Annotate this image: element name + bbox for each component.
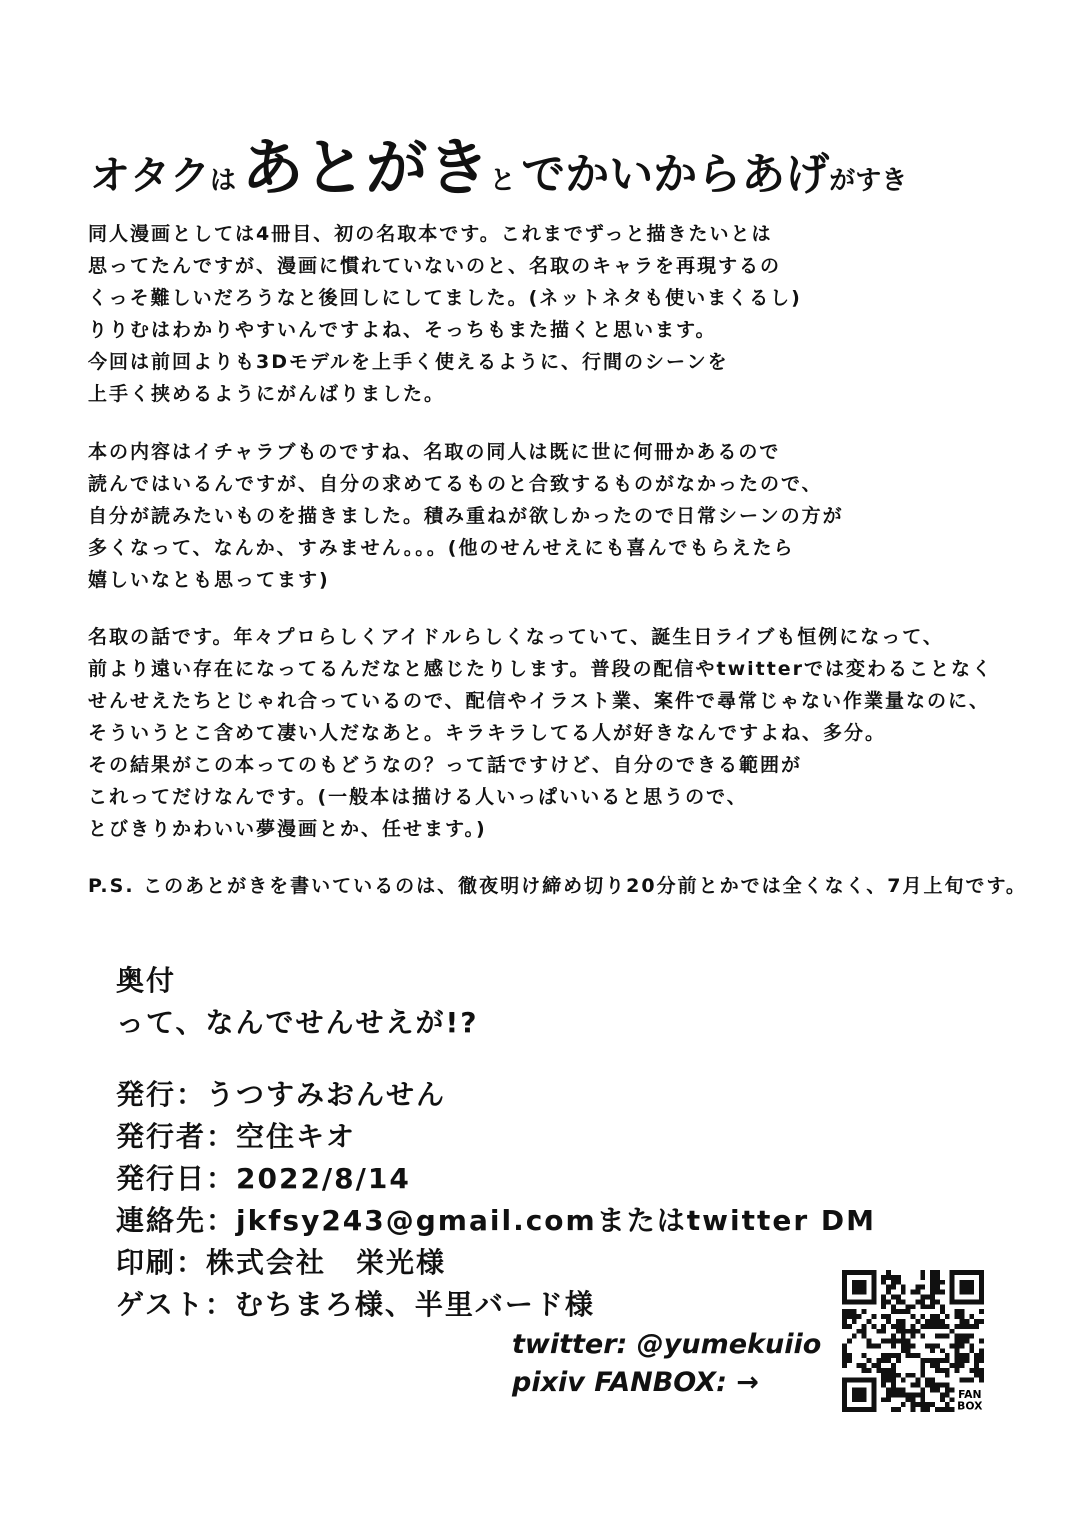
text-line: 多くなって、なんか、すみません。。。(他のせんせえにも喜んでもらえたら [88, 537, 795, 559]
text-line: りりむはわかりやすいんですよね、そっちもまた描くと思います。 [88, 319, 717, 341]
text-line: 同人漫画としては4冊目、初の名取本です。これまでずっと描きたいとは [88, 223, 773, 245]
text-line: 思ってたんですが、漫画に慣れていないのと、名取のキャラを再現するの [88, 255, 782, 277]
fanbox-badge-line2: BOX [957, 1399, 983, 1412]
fanbox-link: pixiv FANBOX: → [512, 1367, 759, 1398]
text-line: そういうとこ含めて凄い人だなあと。キラキラしてる人が好きなんですよね、多分。 [88, 722, 887, 744]
author-line: 発行者：空住キオ [116, 1120, 357, 1153]
publisher-line: 発行：うつすみおんせん [116, 1078, 447, 1111]
contact-line: 連絡先：jkfsy243@gmail.comまたはtwitter DM [116, 1204, 876, 1237]
title-part-otaku: オタク [90, 153, 210, 199]
text-line: 前より遠い存在になってるんだなと感じたりします。普段の配信やtwitterでは変わることなく [88, 658, 994, 680]
paragraph-ps [88, 870, 1028, 902]
guests-line: ゲスト：むちまろ様、半里バード様 [116, 1288, 595, 1321]
text-line: 上手く挟めるようにがんばりました。 [88, 383, 446, 405]
paragraph-3 [88, 621, 1028, 845]
book-title: って、なんでせんせえが!? [116, 1006, 479, 1039]
text-line: 今回は前回よりも3Dモデルを上手く使えるように、行間のシーンを [88, 351, 729, 373]
twitter-handle: twitter: @yumekuiio [512, 1329, 822, 1360]
paragraph-2 [88, 436, 1028, 596]
title-part-to: と [489, 166, 516, 196]
title-part-wa: は [210, 166, 237, 196]
date-line: 発行日：2022/8/14 [116, 1162, 411, 1195]
text-line: その結果がこの本ってのもどうなの？って話ですけど、自分のできる範囲が [88, 754, 803, 776]
colophon-label: 奥付 [116, 964, 177, 997]
text-line: 嬉しいなとも思ってます) [88, 569, 330, 591]
social-links [512, 1326, 821, 1402]
fanbox-qr-code[interactable] [842, 1270, 984, 1412]
text-line: 本の内容はイチャラブものですね、名取の同人は既に世に何冊かあるので [88, 441, 781, 463]
printer-line: 印刷：株式会社 栄光様 [116, 1246, 447, 1279]
text-line: これってだけなんです。(一般本は描ける人いっぱいいると思うので、 [88, 786, 748, 808]
paragraph-1 [88, 218, 1028, 410]
title-part-karaage: でかいからあげ [521, 149, 830, 200]
title-part-gasuki: がすき [829, 166, 908, 196]
text-line: 名取の話です。年々プロらしくアイドルらしくなっていて、誕生日ライブも恒例になって、 [88, 626, 944, 648]
text-line: 自分が読みたいものを描きました。積み重ねが欲しかったので日常シーンの方が [88, 505, 844, 527]
ps-line: P.S. このあとがきを書いているのは、徹夜明け締め切り20分前とかでは全くなく、7月上旬です。 [88, 875, 1027, 897]
title-part-atogaki: あとがき [241, 131, 490, 204]
colophon [116, 960, 876, 1326]
fanbox-badge-line1: FAN [958, 1387, 982, 1401]
text-line: せんせえたちとじゃれ合っているので、配信やイラスト業、案件で尋常じゃない作業量なのに、 [88, 690, 991, 712]
afterword-title [90, 118, 1010, 207]
text-line: とびきりかわいい夢漫画とか、任せます。) [88, 818, 487, 840]
text-line: 読んではいるんですが、自分の求めてるものと合致するものがなかったので、 [88, 473, 823, 495]
text-line: くっそ難しいだろうなと後回しにしてました。(ネットネタも使いまくるし) [88, 287, 802, 309]
